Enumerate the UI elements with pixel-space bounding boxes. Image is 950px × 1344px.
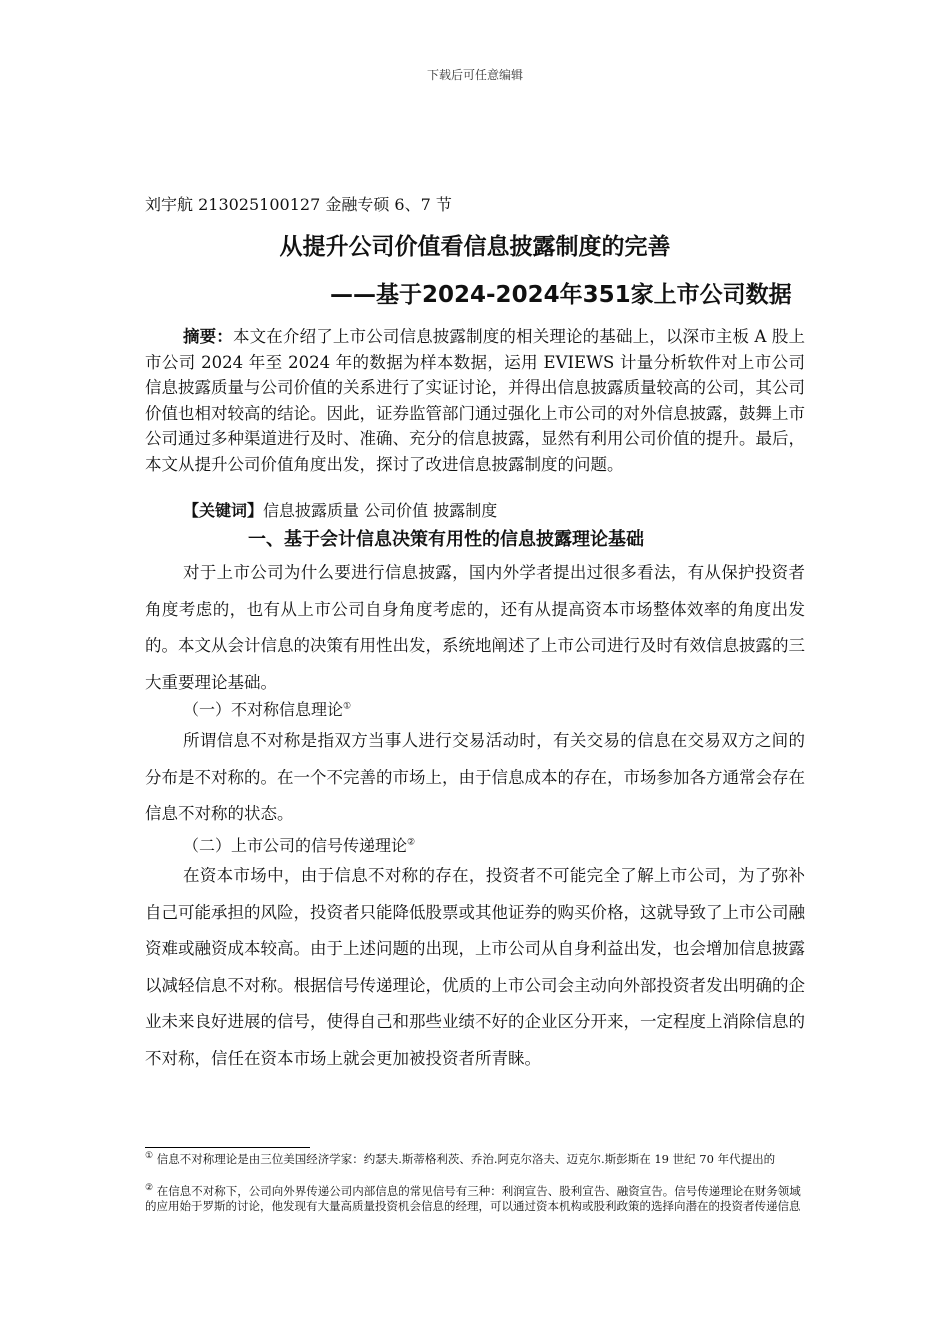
footnote-1-text: 信息不对称理论是由三位美国经济学家：约瑟夫.斯蒂格利茨、乔治.阿克尔洛夫、迈克尔.斯彭斯在 19 世纪 70 年代提出的 [156,1152,776,1166]
footnote-separator [145,1147,310,1148]
keywords-text: 信息披露质量 公司价值 披露制度 [263,501,498,520]
footnote-1-mark: ① [145,1151,154,1162]
subsection-heading-1 [183,697,351,720]
footnote-2-text: 在信息不对称下，公司向外界传递公司内部信息的常见信号有三种：利润宣告、股利宣告、融资宣告。信号传递理论在财务领域的应用始于罗斯的讨论，他发现有大量高质量投资机会信息的经理，可以通过资本机构或股利政策的选择向潜在的投资者传递信息 [145,1184,801,1213]
footnote-2 [145,1184,805,1214]
subsection-2-paragraph: 在资本市场中，由于信息不对称的存在，投资者不可能完全了解上市公司，为了弥补自己可能承担的风险，投资者只能降低股票或其他证券的购买价格，这就导致了上市公司融资难或融资成本较高。由于上述问题的出现，上市公司从自身利益出发，也会增加信息披露以减轻信息不对称。根据信号传递理论，优质的上市公司会主动向外部投资者发出明确的企业未来良好进展的信号，使得自己和那些业绩不好的企业区分开来，一定程度上消除信息的不对称，信任在资本市场上就会更加被投资者所青睐。 [145,866,805,1068]
abstract-paragraph [145,324,805,477]
subsection-1-paragraph: 所谓信息不对称是指双方当事人进行交易活动时，有关交易的信息在交易双方之间的分布是不对称的。在一个不完善的市场上，由于信息成本的存在，市场参加各方通常会存在信息不对称的状态。 [145,731,805,823]
author-line: 刘宇航 213025100127 金融专硕 6、7 节 [145,195,452,214]
paper-title: 从提升公司价值看信息披露制度的完善 [279,234,671,260]
keywords-label: 【关键词】 [183,501,264,520]
subsection-1-title: （一）不对称信息理论 [183,700,344,719]
paper-subtitle: ——基于2024-2024年351家上市公司数据 [330,282,792,308]
section-heading: 一、基于会计信息决策有用性的信息披露理论基础 [248,529,644,550]
keywords-line [183,498,497,521]
footnote-ref-1[interactable]: ① [343,701,352,712]
subsection-heading-2 [183,833,415,856]
abstract-label: 摘要： [183,327,233,346]
footnote-2-mark: ② [145,1183,154,1194]
footnote-ref-2[interactable]: ② [407,837,416,848]
header-note: 下载后可任意编辑 [426,68,523,82]
subsection-2-title: （二）上市公司的信号传递理论 [183,836,408,855]
section-intro-paragraph: 对于上市公司为什么要进行信息披露，国内外学者提出过很多看法，有从保护投资者角度考虑的，也有从上市公司自身角度考虑的，还有从提高资本市场整体效率的角度出发的。本文从会计信息的决策有用性出发，系统地阐述了上市公司进行及时有效信息披露的三大重要理论基础。 [145,563,805,692]
abstract-text: 本文在介绍了上市公司信息披露制度的相关理论的基础上，以深市主板 A 股上市公司 2024 年至 2024 年的数据为样本数据，运用 EVIEWS 计量分析软件对上市公司信息披露质量与公司价值的关系进行了实证讨论，并得出信息披露质量较高的公司，其公司价值也相对较高的结论。因此，证券监管部门通过强化上市公司的对外信息披露，鼓舞上市公司通过多种渠道进行及时、准确、充分的信息披露，显然有利用公司价值的提升。最后，本文从提升公司价值角度出发，探讨了改进信息披露制度的问题。 [145,327,806,474]
footnote-1 [145,1152,805,1167]
